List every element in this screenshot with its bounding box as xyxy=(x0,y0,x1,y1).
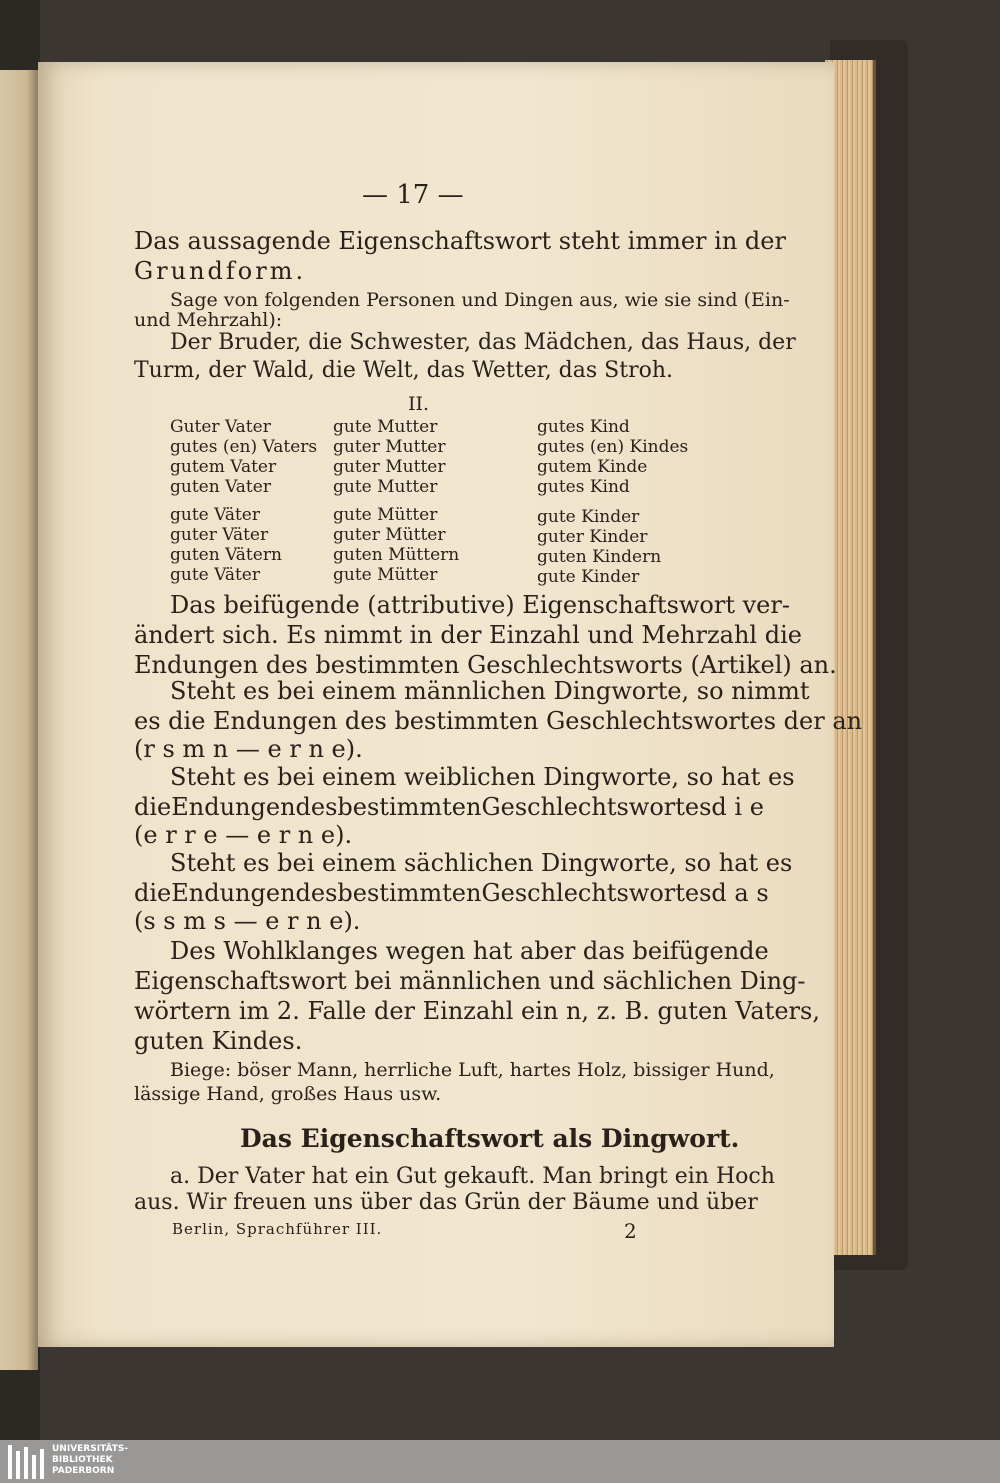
text-line: Endungen des bestimmten Geschlechtsworts (Artikel) an. xyxy=(134,651,837,679)
word: die xyxy=(134,793,172,821)
text-line: Turm, der Wald, die Welt, das Wetter, das Stroh. xyxy=(134,358,673,383)
logo-line: PADERBORN xyxy=(52,1466,115,1476)
text-line-justified xyxy=(134,878,769,908)
page-number: — 17 — xyxy=(362,180,464,210)
word: bestimmten xyxy=(337,879,482,907)
text-line: wörtern im 2. Falle der Einzahl ein n, z. B. guten Vaters, xyxy=(134,997,820,1025)
text-line: aus. Wir freuen uns über das Grün der Bäume und über xyxy=(134,1190,758,1215)
word: Endungen xyxy=(171,879,296,907)
table-cell: gute Mütter xyxy=(333,505,438,525)
word: Geschlechtswortes xyxy=(481,879,712,907)
table-cell: gutem Kinde xyxy=(537,457,648,477)
table-cell: gute Mutter xyxy=(333,417,438,437)
library-logo-icon xyxy=(8,1445,48,1479)
text-line: (s s m s — e r n e). xyxy=(134,907,361,935)
table-cell: gute Väter xyxy=(170,505,260,525)
table-cell: guter Kinder xyxy=(537,527,648,547)
text-line: Steht es bei einem sächlichen Dingworte, so hat es xyxy=(170,849,793,877)
table-cell: guter Mutter xyxy=(333,437,446,457)
text-line: Der Bruder, die Schwester, das Mädchen, das Haus, der xyxy=(170,330,796,355)
table-cell: gutes Kind xyxy=(537,417,630,437)
table-cell: gute Väter xyxy=(170,565,260,585)
text-line: und Mehrzahl): xyxy=(134,309,283,331)
text-line: Steht es bei einem weiblichen Dingworte, so hat es xyxy=(170,763,795,791)
text-line: Grundform. xyxy=(134,257,307,285)
text-line: Biege: böser Mann, herrliche Luft, hartes Holz, bissiger Hund, xyxy=(170,1059,775,1081)
text-line: Das aussagende Eigenschaftswort steht immer in der xyxy=(134,227,786,255)
table-cell: gutes (en) Vaters xyxy=(170,437,318,457)
word: des xyxy=(295,879,338,907)
text-line: ändert sich. Es nimmt in der Einzahl und Mehrzahl die xyxy=(134,621,802,649)
text-line-justified xyxy=(134,792,764,822)
table-cell: guter Väter xyxy=(170,525,269,545)
text-line: Des Wohlklanges wegen hat aber das beifügende xyxy=(170,937,769,965)
text-line: Sage von folgenden Personen und Dingen aus, wie sie sind (Ein- xyxy=(170,289,790,311)
table-cell: guten Vater xyxy=(170,477,271,497)
text-line: (r s m n — e r n e). xyxy=(134,735,363,763)
word: d a s xyxy=(711,879,769,907)
section-heading: Das Eigenschaftswort als Dingwort. xyxy=(240,1124,740,1153)
word: Geschlechtswortes xyxy=(481,793,712,821)
signature-mark: 2 xyxy=(624,1219,637,1243)
footer-bar xyxy=(0,1440,1000,1483)
table-cell: gute Kinder xyxy=(537,507,640,527)
table-cell: gute Mutter xyxy=(333,477,438,497)
section-numeral: II. xyxy=(408,393,430,415)
table-cell: gutes Kind xyxy=(537,477,630,497)
table-cell: gutem Vater xyxy=(170,457,277,477)
table-cell: gute Mütter xyxy=(333,565,438,585)
logo-line: BIBLIOTHEK xyxy=(52,1455,113,1465)
text-line: (e r r e — e r n e). xyxy=(134,821,353,849)
word: d i e xyxy=(711,793,764,821)
text-line: lässige Hand, großes Haus usw. xyxy=(134,1083,442,1105)
word: bestimmten xyxy=(337,793,482,821)
logo-line: UNIVERSITÄTS- xyxy=(52,1444,129,1454)
text-line: a. Der Vater hat ein Gut gekauft. Man bringt ein Hoch xyxy=(170,1164,775,1189)
table-cell: guter Mütter xyxy=(333,525,446,545)
table-cell: gute Kinder xyxy=(537,567,640,587)
table-cell: guten Müttern xyxy=(333,545,460,565)
word: Endungen xyxy=(171,793,296,821)
signature-line: Berlin, Sprachführer III. xyxy=(172,1220,383,1238)
word: die xyxy=(134,879,172,907)
library-logo-text xyxy=(52,1444,128,1477)
table-cell: guter Mutter xyxy=(333,457,446,477)
table-cell: gutes (en) Kindes xyxy=(537,437,689,457)
word: des xyxy=(295,793,338,821)
table-cell: guten Kindern xyxy=(537,547,662,567)
text-line: guten Kindes. xyxy=(134,1027,303,1055)
text-line: Eigenschaftswort bei männlichen und sächlichen Ding- xyxy=(134,967,806,995)
table-cell: Guter Vater xyxy=(170,417,271,437)
text-line: Das beifügende (attributive) Eigenschaftswort ver- xyxy=(170,591,790,619)
text-line: es die Endungen des bestimmten Geschlechtswortes der an xyxy=(134,707,863,735)
text-line: Steht es bei einem männlichen Dingworte, so nimmt xyxy=(170,677,810,705)
table-cell: guten Vätern xyxy=(170,545,282,565)
